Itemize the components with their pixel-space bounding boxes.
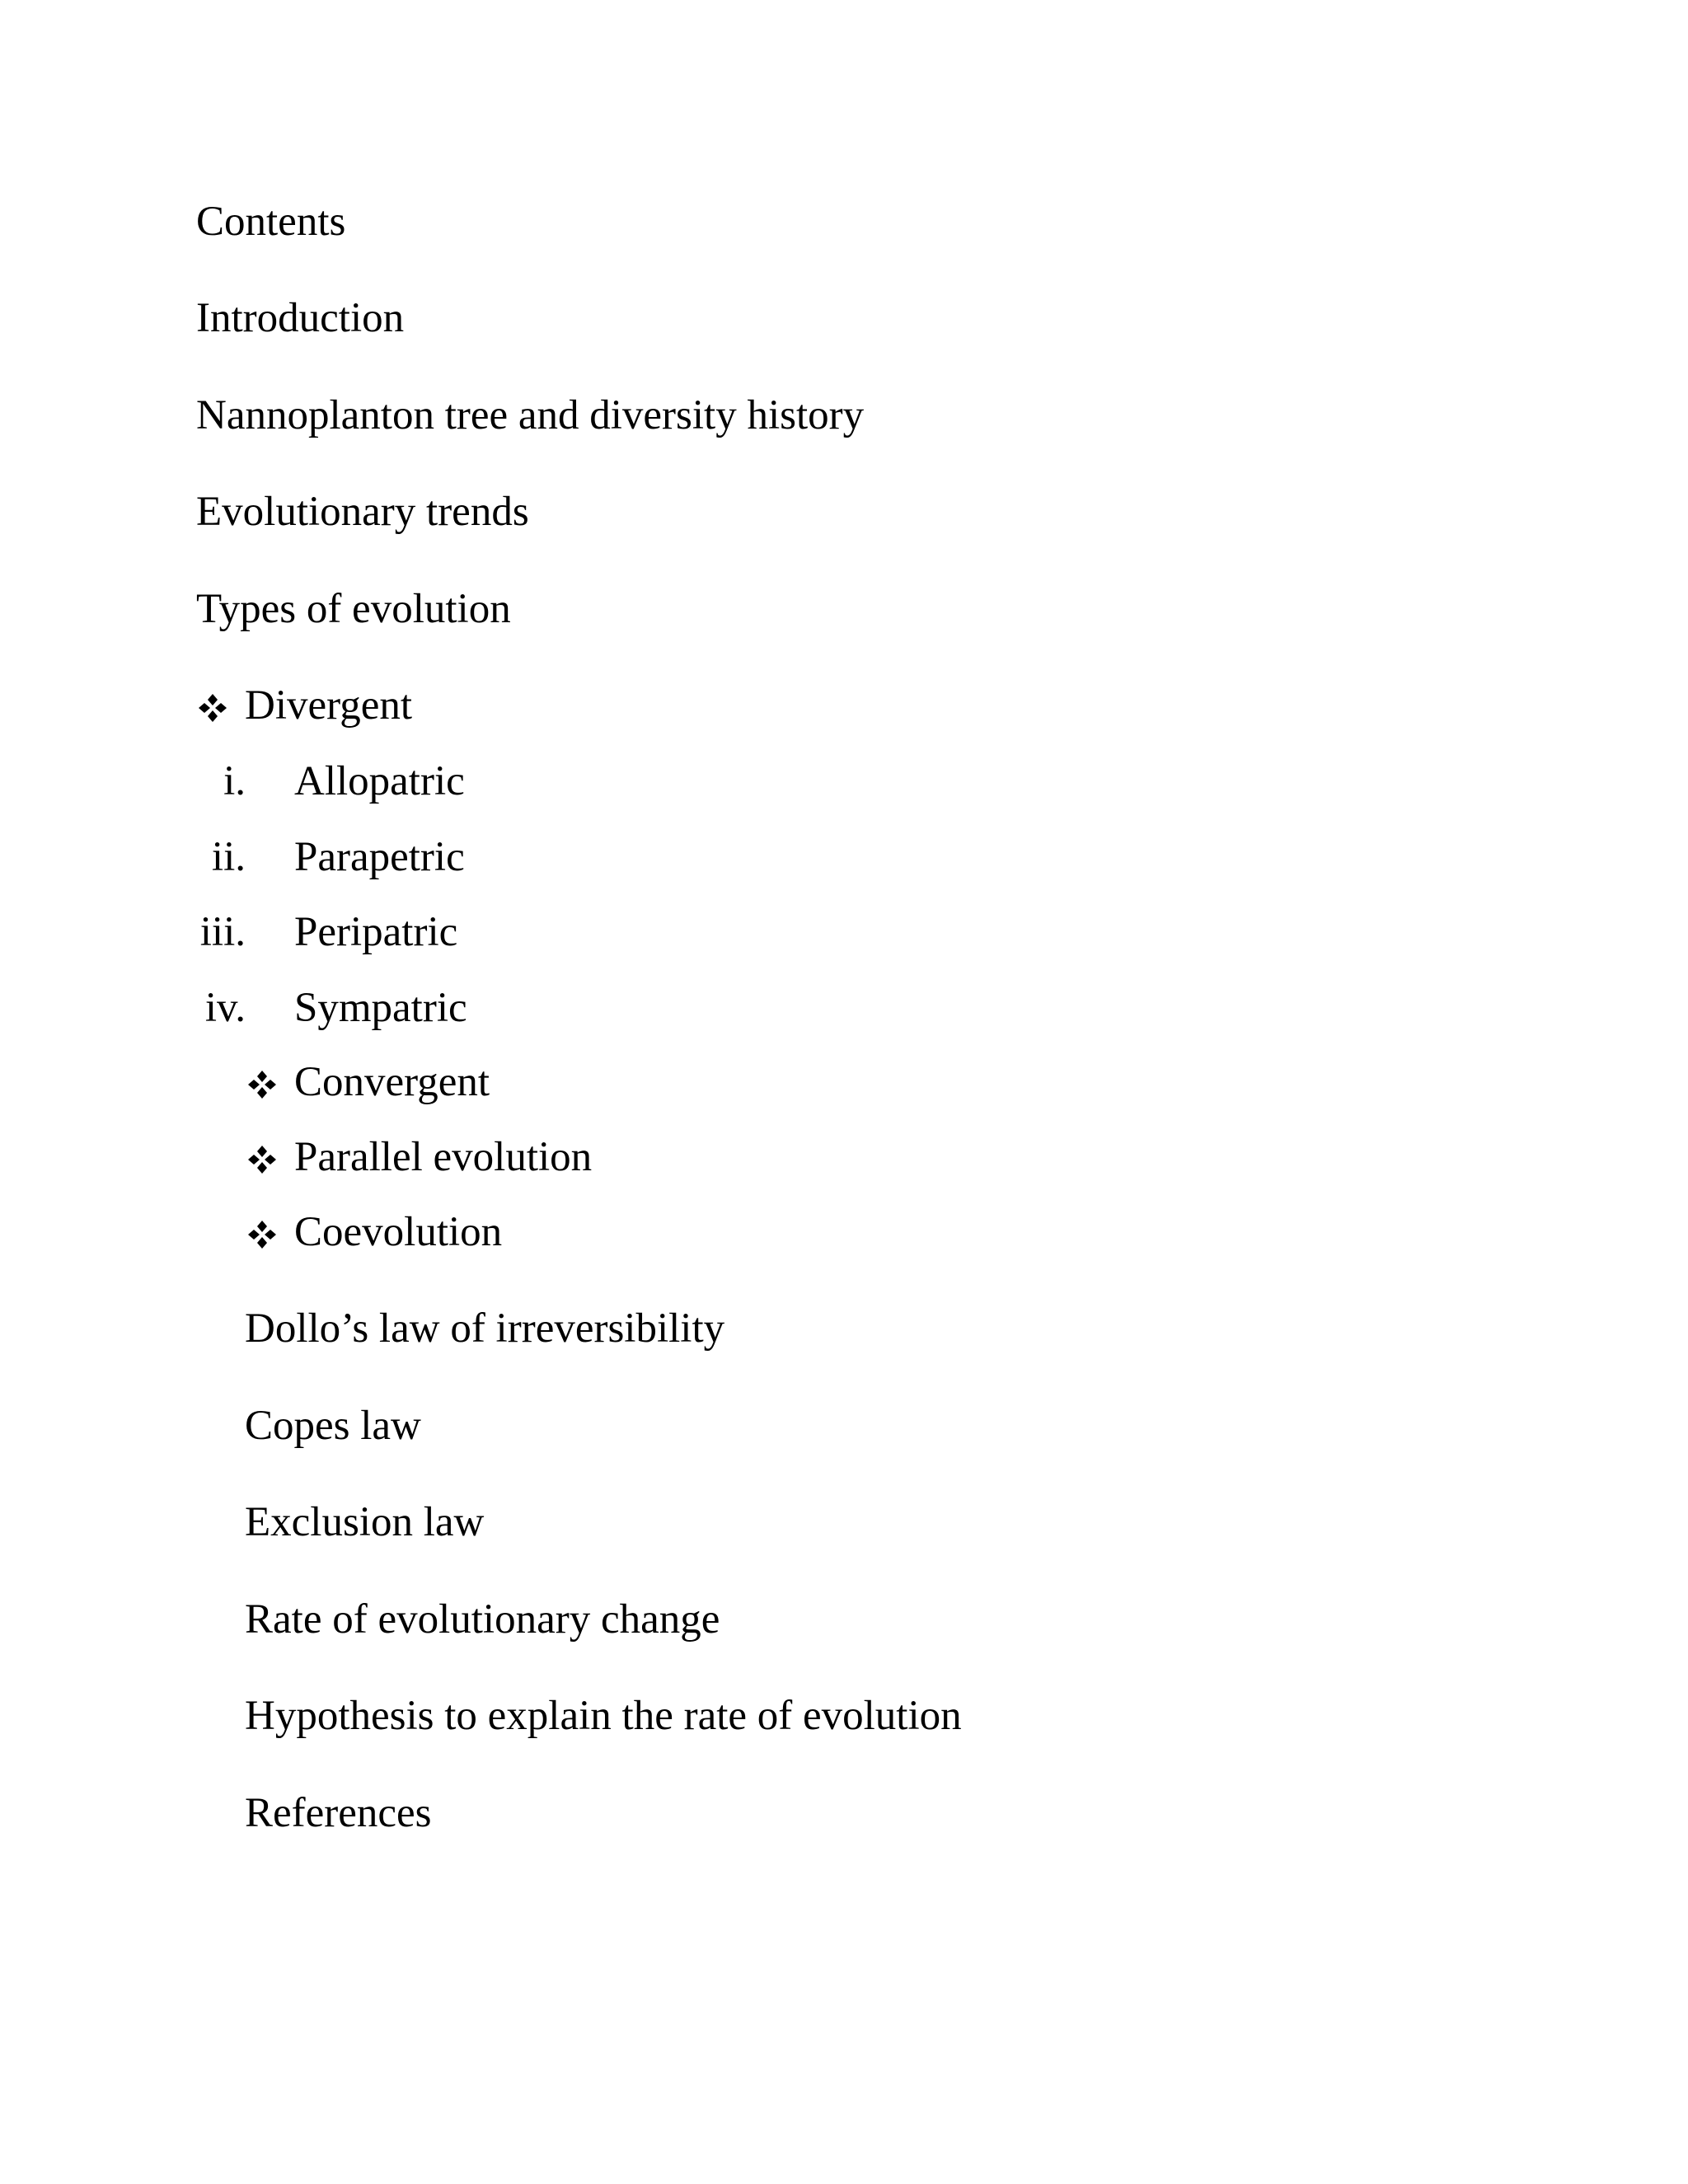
- toc-subitem-sympatric: Sympatric: [294, 985, 467, 1031]
- toc-subitem-allopatric: Allopatric: [294, 758, 465, 804]
- numeral-marker: ii.: [211, 834, 246, 880]
- numeral-marker: iii.: [199, 909, 246, 955]
- toc-item-parallel-evolution: Parallel evolution: [294, 1134, 593, 1180]
- toc-subitem-parapetric: Parapetric: [294, 834, 465, 880]
- toc-item-rate-of-change: Rate of evolutionary change: [245, 1596, 720, 1643]
- toc-item-dollos-law: Dollo’s law of irreversibility: [245, 1305, 725, 1352]
- toc-subitem-peripatric: Peripatric: [294, 909, 458, 955]
- toc-item-coevolution: Coevolution: [294, 1209, 503, 1255]
- toc-item-introduction: Introduction: [196, 295, 405, 341]
- toc-item-convergent: Convergent: [294, 1059, 490, 1105]
- toc-item-divergent: Divergent: [245, 682, 413, 729]
- contents-title: Contents: [196, 199, 346, 245]
- diamond-bullet-icon: [247, 1207, 280, 1257]
- diamond-bullet-icon: [198, 681, 231, 730]
- toc-item-types-of-evolution: Types of evolution: [196, 586, 511, 632]
- toc-item-hypothesis: Hypothesis to explain the rate of evolution: [245, 1693, 962, 1739]
- numeral-marker: i.: [223, 758, 246, 804]
- toc-item-references: References: [245, 1790, 432, 1836]
- toc-item-nannoplankton: Nannoplanton tree and diversity history: [196, 392, 865, 438]
- diamond-bullet-icon: [247, 1057, 280, 1107]
- diamond-bullet-icon: [247, 1132, 280, 1182]
- toc-item-copes-law: Copes law: [245, 1403, 421, 1449]
- toc-item-exclusion-law: Exclusion law: [245, 1499, 485, 1545]
- toc-item-evolutionary-trends: Evolutionary trends: [196, 489, 529, 535]
- numeral-marker: iv.: [204, 985, 246, 1031]
